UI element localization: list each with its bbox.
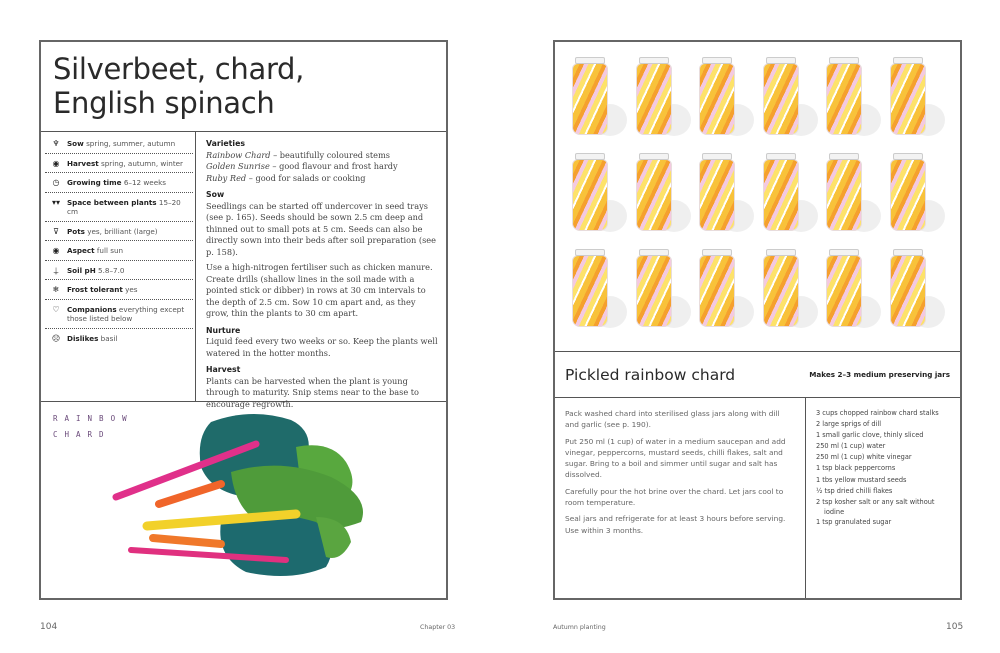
fact-companions: ♡ Companions everything except those listed below <box>45 300 193 329</box>
jar-icon <box>633 150 697 246</box>
recipe-title: Pickled rainbow chard <box>565 365 736 384</box>
sow-heading: Sow <box>206 190 225 199</box>
recipe-yield: Makes 2–3 medium preserving jars <box>809 370 950 379</box>
jar-icon <box>823 150 887 246</box>
ingredient-item: 2 large sprigs of dill <box>816 420 882 429</box>
ingredient-item: 1 small garlic clove, thinly sliced <box>816 431 924 440</box>
jar-icon <box>760 150 824 246</box>
chard-bunch-icon <box>41 402 450 598</box>
heart-icon: ♡ <box>52 304 60 314</box>
jar-icon <box>760 54 824 150</box>
jar-icon <box>887 54 951 150</box>
running-head-left: Chapter 03 <box>420 624 456 631</box>
fact-frost: ❄ Frost tolerant yes <box>45 280 193 300</box>
ingredient-item: 1 tsp granulated sugar <box>816 517 892 526</box>
ingredient-item: ½ tsp dried chilli flakes <box>816 486 893 495</box>
clock-icon: ◷ <box>52 178 60 187</box>
info-row <box>41 132 446 409</box>
sow-icon: ♆ <box>52 139 60 148</box>
harvest-heading: Harvest <box>206 365 241 374</box>
soil-icon: ⍊ <box>53 265 59 275</box>
method-step: Seal jars and refrigerate for at least 3 hours before serving. Use within 3 months. <box>565 514 786 535</box>
page-number-right: 105 <box>946 622 964 632</box>
ingredient-item: 1 tbs yellow mustard seeds <box>816 475 907 484</box>
method-step: Carefully pour the hot brine over the chard. Let jars cool to room temperature. <box>565 486 784 508</box>
ingredients-list <box>806 398 960 598</box>
fact-soil-ph: ⍊ Soil pH 5.8–7.0 <box>45 261 193 281</box>
running-head-right: Autumn planting <box>553 624 606 631</box>
ingredient-item: 250 ml (1 cup) white vinegar <box>816 453 912 462</box>
spacing-icon: ▾▾ <box>51 197 61 207</box>
rainbow-chard-illustration <box>41 402 446 598</box>
fact-sow: ♆ Sow spring, summer, autumn <box>45 134 193 154</box>
fact-harvest: ◉ Harvest spring, autumn, winter <box>45 154 193 174</box>
recipe-panel <box>553 40 962 600</box>
jar-icon <box>823 54 887 150</box>
harvest-paragraph: Plants can be harvested when the plant is young through to maturity. Snip stems near to the base to encourage regrowth. <box>206 375 419 409</box>
pot-icon: ⊽ <box>53 226 59 236</box>
ingredient-item: 1 tsp black peppercorns <box>816 464 896 473</box>
sun-icon: ◉ <box>52 246 60 255</box>
variety-item: Ruby Red – good for salads or cooking <box>206 172 366 183</box>
illustration-caption-2: CHARD <box>53 430 111 439</box>
variety-item: Rainbow Chard – beautifully coloured stems <box>206 149 390 160</box>
jar-icon <box>569 246 633 342</box>
illustration-caption-1: RAINBOW <box>53 414 134 423</box>
method-step: Put 250 ml (1 cup) of water in a medium saucepan and add vinegar, peppercorns, mustard seeds, chilli flakes, salt and sugar. Bring to a boil and simmer until sugar and salt has dissolved. <box>565 436 786 480</box>
varieties-heading: Varieties <box>206 139 246 148</box>
fact-growing-time: ◷ Growing time 6–12 weeks <box>45 173 193 193</box>
jar-icon <box>696 246 760 342</box>
plant-profile-panel <box>39 40 448 600</box>
sow-paragraph-2: Use a high-nitrogen fertiliser such as chicken manure. Create drills (shallow lines in the soil made with a pointed stick or dibber) in rows at 30 cm intervals to the depth of 2.5 cm. Sow 10 cm apart and, as they grow, thin the plants to 30 cm apart. <box>206 262 433 318</box>
frost-icon: ❄ <box>52 285 60 294</box>
variety-item: Golden Sunrise – good flavour and frost hardy <box>206 161 398 171</box>
jar-icon <box>887 150 951 246</box>
jar-icon <box>696 150 760 246</box>
facts-list <box>41 132 196 401</box>
recipe-header <box>555 352 960 398</box>
jar-icon <box>633 54 697 150</box>
nurture-heading: Nurture <box>206 325 241 335</box>
ingredient-item: 3 cups chopped rainbow chard stalks <box>816 409 939 417</box>
jar-icon <box>569 54 633 150</box>
jar-icon <box>696 54 760 150</box>
fact-spacing: ▾▾ Space between plants 15–20 cm <box>45 193 193 222</box>
frown-icon: ☹ <box>51 333 61 343</box>
fact-pots: ⊽ Pots yes, brilliant (large) <box>45 222 193 242</box>
jars-illustration <box>555 42 960 352</box>
recipe-body <box>555 398 960 598</box>
method-step: Pack washed chard into sterilised glass jars along with dill and garlic (see p. 190). <box>565 409 780 430</box>
fact-aspect: ◉ Aspect full sun <box>45 241 193 261</box>
growing-description <box>196 132 446 409</box>
jar-icon <box>633 246 697 342</box>
title-box <box>41 42 446 132</box>
jar-icon <box>569 150 633 246</box>
jar-icon <box>760 246 824 342</box>
jar-icon <box>823 246 887 342</box>
ingredient-item: 2 tsp kosher salt or any salt without iodine <box>816 497 935 516</box>
fact-dislikes: ☹ Dislikes basil <box>45 329 193 348</box>
harvest-icon: ◉ <box>52 158 60 168</box>
page-title-line-2: English spinach <box>53 86 275 120</box>
jar-icon <box>887 246 951 342</box>
page-number-left: 104 <box>40 622 58 632</box>
page-title-line-1: Silverbeet, chard, <box>53 52 305 86</box>
ingredient-item: 250 ml (1 cup) water <box>816 442 886 451</box>
sow-paragraph-1: Seedlings can be started off undercover in seed trays (see p. 165). Seeds should be sown 2.5 cm deep and thinned out to small pots at 5 cm. Seeds can also be directly sown into their beds after soil preparation (see p. 158). <box>206 200 436 257</box>
method-steps <box>555 398 806 598</box>
nurture-paragraph: Liquid feed every two weeks or so. Keep the plants well watered in the hotter months. <box>206 336 438 358</box>
